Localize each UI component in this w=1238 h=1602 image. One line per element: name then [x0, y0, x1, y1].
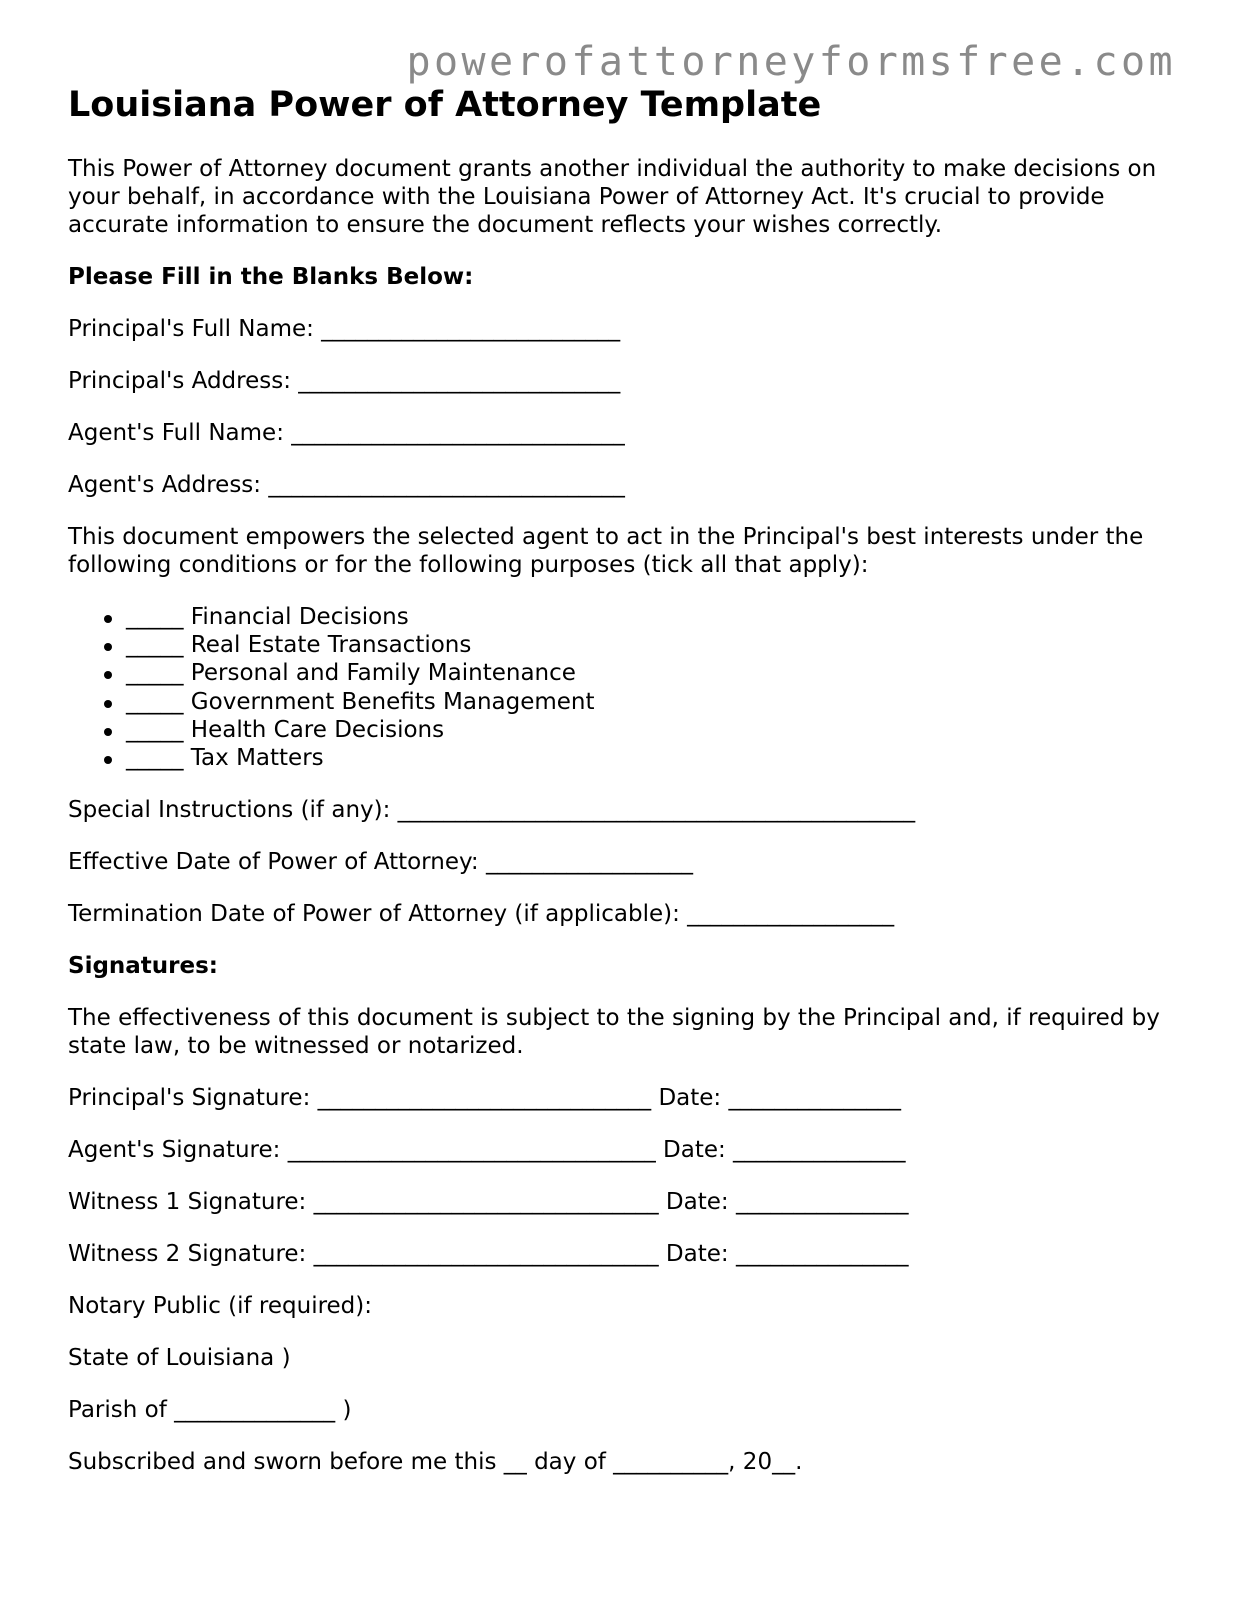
bullet-icon	[104, 615, 112, 623]
intro-paragraph: This Power of Attorney document grants another individual the authority to make decisions on your behalf, in accordance with the Louisiana Power of Attorney Act. It's crucial to provide accurate information to ensure the document reflects your wishes correctly.	[68, 156, 1157, 238]
purpose-label: _____ Government Benefits Management	[126, 688, 595, 715]
witness1-signature-line[interactable]: Witness 1 Signature: ______________________________ Date: _______________	[68, 1189, 909, 1216]
purpose-item-real-estate[interactable]	[68, 631, 1188, 659]
bullet-icon	[104, 643, 112, 651]
principal-name-field[interactable]: Principal's Full Name: __________________________	[68, 316, 621, 342]
purposes-list	[68, 603, 1188, 772]
bullet-icon	[104, 756, 112, 764]
purpose-item-government-benefits[interactable]	[68, 688, 1188, 716]
agent-signature-line[interactable]: Agent's Signature: ________________________________ Date: _______________	[68, 1137, 906, 1164]
purpose-label: _____ Tax Matters	[126, 745, 324, 772]
agent-address-field[interactable]: Agent's Address: _______________________________	[68, 472, 625, 498]
notary-parish-field[interactable]: Parish of ______________ )	[68, 1397, 352, 1424]
notary-state-line: State of Louisiana )	[68, 1345, 291, 1372]
signatures-heading: Signatures:	[68, 953, 219, 980]
document-page	[68, 84, 1188, 1500]
purpose-item-tax[interactable]	[68, 744, 1188, 772]
bullet-icon	[104, 700, 112, 708]
effective-date-field[interactable]: Effective Date of Power of Attorney: __________________	[68, 849, 693, 876]
termination-date-field[interactable]: Termination Date of Power of Attorney (if applicable): __________________	[68, 901, 895, 928]
signatures-intro: The effectiveness of this document is subject to the signing by the Principal and, if required by state law, to be witnessed or notarized.	[68, 1005, 1160, 1060]
purpose-label: _____ Personal and Family Maintenance	[126, 660, 576, 687]
purpose-item-financial[interactable]	[68, 603, 1188, 631]
notary-sworn-field[interactable]: Subscribed and sworn before me this __ day of __________, 20__.	[68, 1449, 803, 1476]
special-instructions-field[interactable]: Special Instructions (if any): _____________________________________________	[68, 797, 916, 824]
watermark: powerofattorneyformsfree.com	[406, 39, 1176, 85]
purpose-item-health-care[interactable]	[68, 716, 1188, 744]
principal-address-field[interactable]: Principal's Address: ____________________________	[68, 368, 621, 394]
principal-signature-line[interactable]: Principal's Signature: _____________________________ Date: _______________	[68, 1085, 901, 1112]
purpose-label: _____ Real Estate Transactions	[126, 632, 472, 659]
document-title: Louisiana Power of Attorney Template	[68, 85, 822, 125]
fill-in-heading: Please Fill in the Blanks Below:	[68, 264, 474, 290]
agent-name-field[interactable]: Agent's Full Name: _____________________________	[68, 420, 625, 446]
purpose-label: _____ Financial Decisions	[126, 604, 409, 630]
bullet-icon	[104, 671, 112, 679]
bullet-icon	[104, 728, 112, 736]
witness2-signature-line[interactable]: Witness 2 Signature: ______________________________ Date: _______________	[68, 1241, 909, 1268]
purpose-label: _____ Health Care Decisions	[126, 716, 445, 743]
notary-heading: Notary Public (if required):	[68, 1293, 373, 1320]
purpose-item-family-maintenance[interactable]	[68, 659, 1188, 687]
purposes-intro: This document empowers the selected agent to act in the Principal's best interests under the following conditions or for the following purposes (tick all that apply):	[68, 524, 1144, 578]
